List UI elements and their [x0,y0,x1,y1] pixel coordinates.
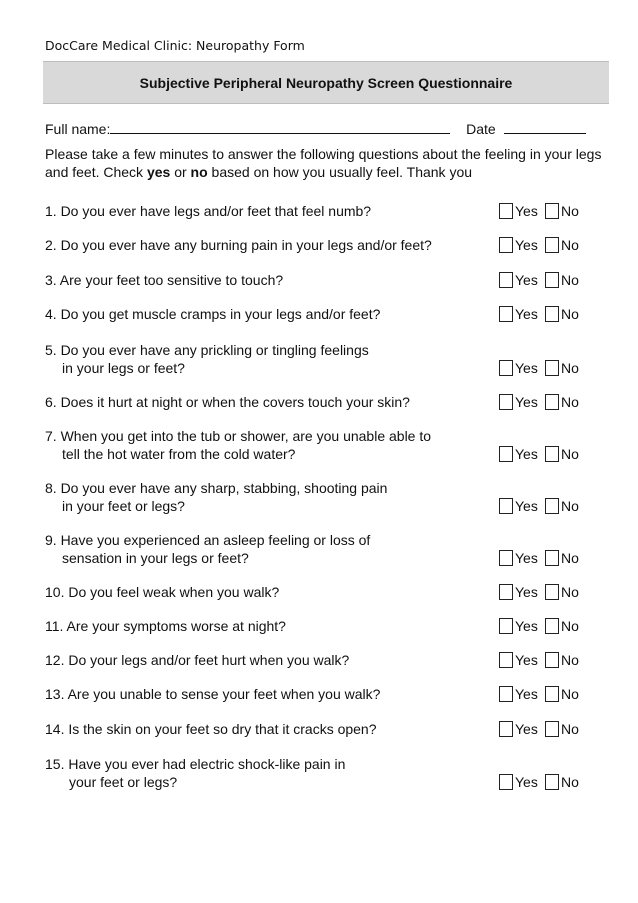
question-4 [45,305,485,323]
yes-label: Yes [515,584,538,600]
yes-checkbox[interactable] [499,584,513,600]
yes-label: Yes [515,721,538,737]
question-7 [45,427,485,463]
question-text: 9. Have you experienced an asleep feeling or loss of [45,532,371,548]
no-checkbox[interactable] [545,272,559,288]
yes-label: Yes [515,446,538,462]
full-name-field[interactable] [110,120,450,134]
name-date-row [45,120,586,137]
date-field[interactable] [504,120,586,134]
yes-label: Yes [515,498,538,514]
full-name-label: Full name: [45,121,111,137]
yes-label: Yes [515,774,538,790]
answer-group-6 [499,393,579,411]
yes-checkbox[interactable] [499,237,513,253]
answer-group-14 [499,720,579,738]
question-12 [45,651,485,669]
no-checkbox[interactable] [545,237,559,253]
no-label: No [561,237,579,253]
question-13 [45,685,485,703]
question-text: 5. Do you ever have any prickling or tingling feelings [45,342,369,358]
no-checkbox[interactable] [545,203,559,219]
no-label: No [561,774,579,790]
no-label: No [561,584,579,600]
yes-label: Yes [515,306,538,322]
no-label: No [561,394,579,410]
question-text-line2: sensation in your legs or feet? [62,550,249,566]
yes-checkbox[interactable] [499,203,513,219]
no-label: No [561,272,579,288]
yes-checkbox[interactable] [499,272,513,288]
yes-checkbox[interactable] [499,498,513,514]
yes-label: Yes [515,618,538,634]
question-6 [45,393,485,411]
no-checkbox[interactable] [545,774,559,790]
yes-checkbox[interactable] [499,550,513,566]
no-label: No [561,360,579,376]
no-checkbox[interactable] [545,306,559,322]
question-text: 3. Are your feet too sensitive to touch? [45,272,284,288]
question-9 [45,531,485,567]
question-2 [45,236,485,254]
question-text-line2: tell the hot water from the cold water? [62,446,296,462]
answer-group-9 [499,549,579,567]
answer-group-4 [499,305,579,323]
no-checkbox[interactable] [545,721,559,737]
answer-group-1 [499,202,579,220]
yes-checkbox[interactable] [499,360,513,376]
no-checkbox[interactable] [545,618,559,634]
no-label: No [561,721,579,737]
no-label: No [561,550,579,566]
question-text: 15. Have you ever had electric shock-like pain in [45,756,346,772]
question-text: 1. Do you ever have legs and/or feet that feel numb? [45,203,372,219]
yes-label: Yes [515,550,538,566]
no-label: No [561,306,579,322]
instructions-no-emphasis: no [190,164,208,180]
question-text: 7. When you get into the tub or shower, are you unable able to [45,428,432,444]
yes-checkbox[interactable] [499,686,513,702]
question-text-line2: in your feet or legs? [62,498,185,514]
no-checkbox[interactable] [545,498,559,514]
question-8 [45,479,485,515]
clinic-header-title: DocCare Medical Clinic: Neuropathy Form [45,38,305,53]
question-text: 13. Are you unable to sense your feet when you walk? [45,686,381,702]
no-checkbox[interactable] [545,394,559,410]
no-label: No [561,652,579,668]
no-checkbox[interactable] [545,686,559,702]
question-text-line2: your feet or legs? [69,774,178,790]
no-label: No [561,203,579,219]
question-10 [45,583,485,601]
no-label: No [561,618,579,634]
answer-group-13 [499,685,579,703]
answer-group-8 [499,497,579,515]
question-11 [45,617,485,635]
no-checkbox[interactable] [545,360,559,376]
answer-group-5 [499,359,579,377]
date-label: Date [466,121,496,137]
yes-label: Yes [515,686,538,702]
no-checkbox[interactable] [545,550,559,566]
instructions-paragraph: Please take a few minutes to answer the following questions about the feeling in your legs and feet. Check yes or no based on how you usually feel. Thank you [45,146,602,180]
question-text: 8. Do you ever have any sharp, stabbing, shooting pain [45,480,388,496]
yes-checkbox[interactable] [499,446,513,462]
no-checkbox[interactable] [545,652,559,668]
yes-checkbox[interactable] [499,306,513,322]
yes-checkbox[interactable] [499,774,513,790]
question-15 [45,755,485,791]
question-3 [45,271,485,289]
answer-group-7 [499,445,579,463]
yes-checkbox[interactable] [499,394,513,410]
question-text: 2. Do you ever have any burning pain in your legs and/or feet? [45,237,432,253]
answer-group-10 [499,583,579,601]
question-text: 4. Do you get muscle cramps in your legs and/or feet? [45,306,381,322]
yes-checkbox[interactable] [499,618,513,634]
answer-group-3 [499,271,579,289]
yes-checkbox[interactable] [499,652,513,668]
question-text: 11. Are your symptoms worse at night? [45,618,286,634]
no-label: No [561,686,579,702]
no-checkbox[interactable] [545,446,559,462]
no-label: No [561,446,579,462]
no-checkbox[interactable] [545,584,559,600]
question-text: 14. Is the skin on your feet so dry that it cracks open? [45,721,377,737]
question-text: 10. Do you feel weak when you walk? [45,584,280,600]
yes-label: Yes [515,394,538,410]
answer-group-11 [499,617,579,635]
yes-checkbox[interactable] [499,721,513,737]
yes-label: Yes [515,203,538,219]
yes-label: Yes [515,652,538,668]
question-text: 6. Does it hurt at night or when the covers touch your skin? [45,394,410,410]
form-title-bar [43,61,609,104]
yes-label: Yes [515,360,538,376]
question-1 [45,202,485,220]
no-label: No [561,498,579,514]
question-text-line2: in your legs or feet? [62,360,185,376]
yes-label: Yes [515,272,538,288]
form-title: Subjective Peripheral Neuropathy Screen Questionnaire [139,74,513,91]
answer-group-12 [499,651,579,669]
question-text: 12. Do your legs and/or feet hurt when you walk? [45,652,350,668]
answer-group-2 [499,236,579,254]
answer-group-15 [499,773,579,791]
yes-label: Yes [515,237,538,253]
instructions-yes-emphasis: yes [146,164,171,180]
question-14 [45,720,485,738]
question-5 [45,341,485,377]
